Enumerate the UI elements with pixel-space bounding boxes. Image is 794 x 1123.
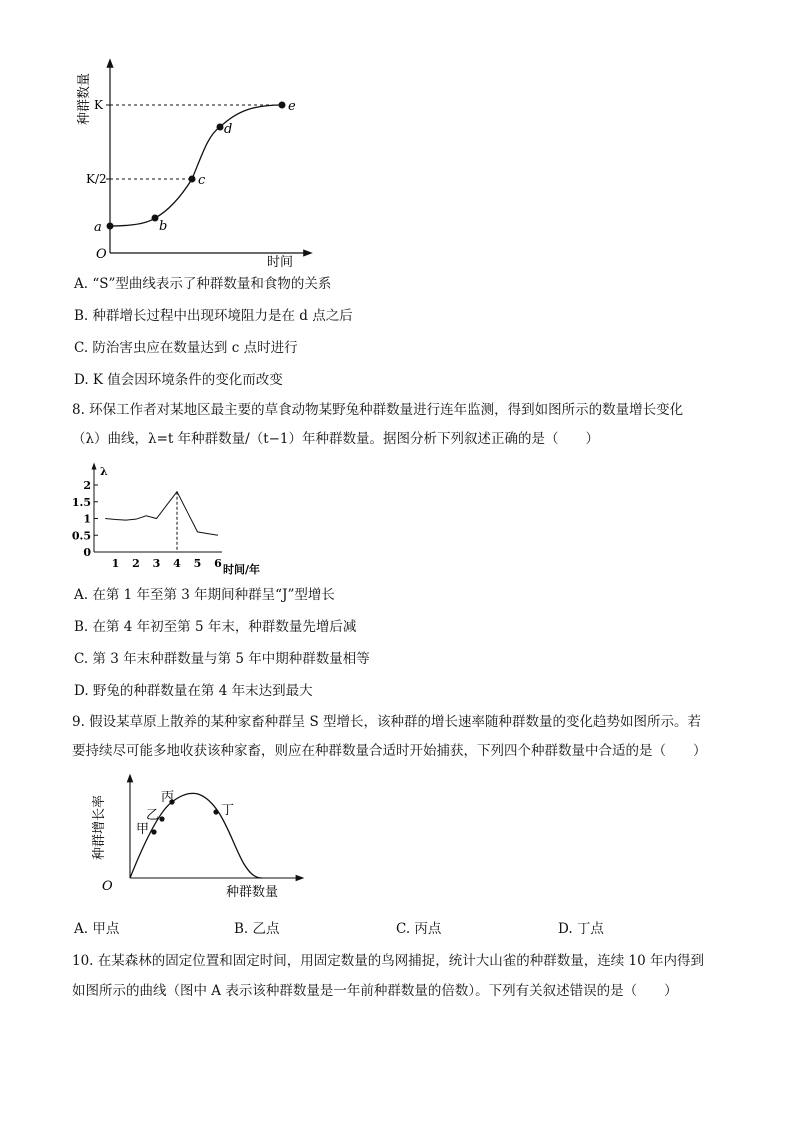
growth-rate-figure bbox=[86, 772, 306, 904]
lambda-y-tick-label: 0.5 bbox=[71, 529, 91, 543]
q10-line2: 如图所示的曲线（图中 A 表示该种群数量是一年前种群数量的倍数）。下列有关叙述错误的是（ ） bbox=[72, 983, 678, 999]
lambda-x-tick-label: 2 bbox=[132, 557, 140, 570]
q8-option-d: D. 野兔的种群数量在第 4 年末达到最大 bbox=[74, 683, 313, 699]
y-axis-label: 种群数量 bbox=[77, 72, 92, 125]
lambda-x-tick-label: 6 bbox=[214, 557, 222, 570]
lambda-y-tick-label: 0 bbox=[83, 546, 91, 559]
point-bing: 丙 bbox=[161, 790, 175, 805]
tick-k2: K/2 bbox=[86, 172, 107, 186]
lambda-x-tick-label: 3 bbox=[152, 557, 161, 570]
q8-option-b: B. 在第 4 年初至第 5 年末，种群数量先增后减 bbox=[74, 619, 357, 635]
lambda-y-tick-label: 1.5 bbox=[71, 495, 91, 509]
lambda-y-tick-label: 1 bbox=[83, 512, 91, 526]
q9-line1: 9. 假设某草原上散养的某种家畜种群呈 S 型增长，该种群的增长速率随种群数量的变化趋势如图所示。若 bbox=[72, 714, 702, 730]
q9-option-d: D. 丁点 bbox=[558, 921, 604, 937]
q8-option-a: A. 在第 1 年至第 3 年期间种群呈“J”型增长 bbox=[74, 587, 335, 603]
gr-y-label: 种群增长率 bbox=[92, 794, 107, 860]
growth-rate-curve bbox=[130, 793, 262, 878]
q9-option-c: C. 丙点 bbox=[396, 921, 442, 937]
lambda-x-tick-label: 5 bbox=[193, 557, 202, 570]
lambda-chart bbox=[70, 460, 280, 580]
lambda-series-line bbox=[105, 492, 218, 536]
q9-option-b: B. 乙点 bbox=[234, 921, 280, 937]
q8-line2: （λ）曲线，λ=t 年种群数量/（t−1）年种群数量。据图分析下列叙述正确的是（ ） bbox=[72, 431, 600, 447]
point-c: c bbox=[198, 173, 206, 188]
lambda-x-tick-label: 1 bbox=[111, 557, 120, 570]
lambda-y-tick-label: 2 bbox=[83, 479, 91, 492]
origin-label: O bbox=[96, 247, 107, 262]
q7-option-a: A. “S”型曲线表示了种群数量和食物的关系 bbox=[74, 276, 332, 292]
q7-option-d: D. K 值会因环境条件的变化而改变 bbox=[74, 372, 283, 388]
q7-option-b: B. 种群增长过程中出现环境阻力是在 d 点之后 bbox=[74, 308, 353, 324]
point-b: b bbox=[159, 219, 168, 234]
point-yi: 乙 bbox=[146, 808, 160, 823]
q8-option-c: C. 第 3 年末种群数量与第 5 年中期种群数量相等 bbox=[74, 651, 370, 667]
point-jia: 甲 bbox=[136, 822, 150, 837]
lambda-x-label: 时间/年 bbox=[223, 563, 261, 576]
point-ding: 丁 bbox=[221, 803, 235, 818]
q9-option-a: A. 甲点 bbox=[74, 921, 120, 937]
q7-option-c: C. 防治害虫应在数量达到 c 点时进行 bbox=[74, 340, 298, 356]
q8-line1: 8. 环保工作者对某地区最主要的草食动物某野兔种群数量进行连年监测，得到如图所示的数量增长变化 bbox=[72, 402, 684, 418]
tick-k: K bbox=[94, 98, 103, 112]
s-curve bbox=[110, 105, 282, 226]
gr-x-label: 种群数量 bbox=[226, 885, 279, 900]
x-axis-label: 时间 bbox=[267, 255, 294, 270]
point-d: d bbox=[224, 122, 233, 137]
s-curve-figure bbox=[70, 55, 320, 270]
q10-line1: 10. 在某森林的固定位置和固定时间，用固定数量的鸟网捕捉，统计大山雀的种群数量，连续 10 年内得到 bbox=[72, 953, 705, 969]
lambda-y-label: λ bbox=[100, 465, 108, 478]
point-e: e bbox=[288, 99, 296, 114]
lambda-x-tick-label: 4 bbox=[173, 557, 181, 570]
point-a: a bbox=[94, 220, 102, 235]
gr-origin: O bbox=[102, 879, 113, 894]
q9-line2: 要持续尽可能多地收获该种家畜，则应在种群数量合适时开始捕获，下列四个种群数量中合适的是（ ） bbox=[72, 743, 707, 759]
